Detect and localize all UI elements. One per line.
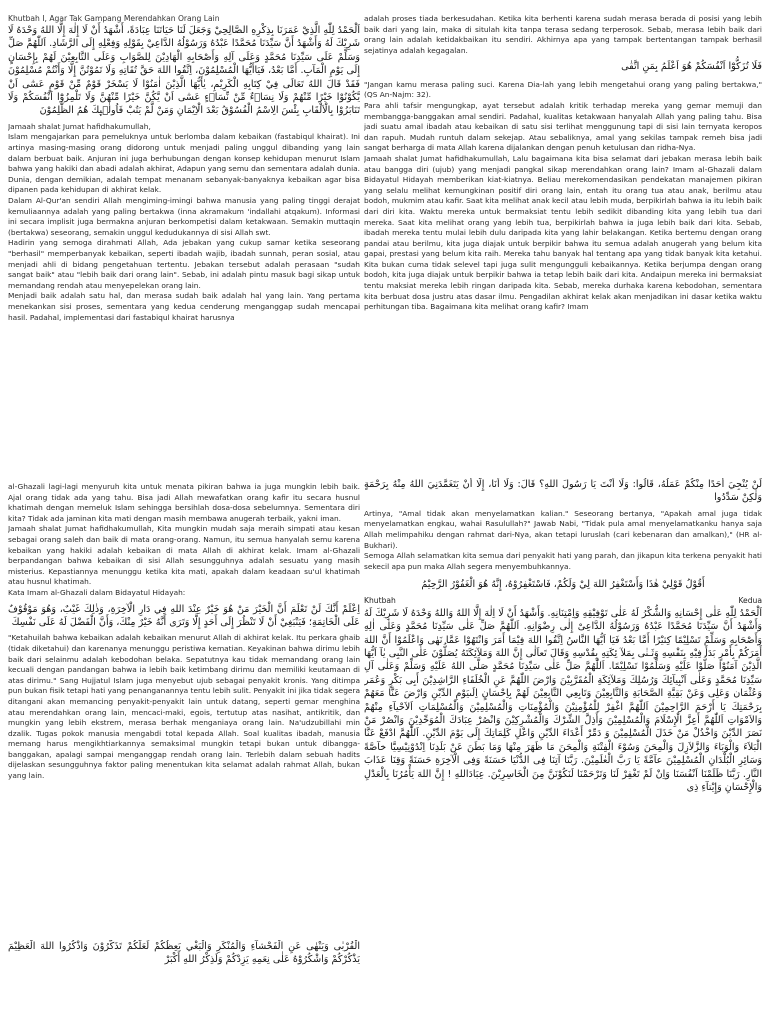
- page-5-column: [8, 940, 360, 1010]
- paragraph: Hadirin yang semoga dirahmati Allah, Ada jebakan yang cukup samar ketika seseorang "berhasil" memperbanyak kebaikan, seperti ibadah wajib, ibadah sunnah, peran sosial, atau menjadi ahli di bidang pengetahuan tertentu. Jebakan tersebut adalah perasaan "sudah sangat baik" atau "lebih baik dari orang lain". Sebab, ini adalah pintu masuk bagi sikap untuk memandang rendah atau menyepelekan orang lain.: [8, 238, 360, 290]
- arabic-opening-text: اَلْحَمْدُ لِلّٰهِ الَّذِيْ عَمَرَنَا بِذِكْرِهِ الصَّالِحِيْ وَجَعَلَ لَنَا حَيَاتَنَا عِبَادَةً، أَشْهَدُ أَنْ لَا إِلٰهَ إِلَّا اللهُ وَحْدَهُ لَا شَرِيْكَ لَهُ وَأَشْهَدُ أَنَّ سَيِّدَنَا مُحَمَّدًا عَبْدُهُ وَرَسُوْلُهُ الدَّاعِيْ بِقَوْلِهِ وَفِعْلِهِ إِلَى الرَّشَادِ. اَللّٰهُمَّ صَلِّ وَسَلِّمْ عَلَى سَيِّدِنَا مُحَمَّدٍ وَعَلَى آلِهِ وَأَصْحَابِهِ الْهَادِيْنَ لِلصَّوَابِ وَعَلَى التَّابِعِيْنَ لَهُمْ بِإِحْسَانٍ إِلَى يَوْمِ الْمَآبِ. أَمَّا بَعْدُ، فَيَاأَيُّهَا الْمُسْلِمُوْنَ، اِتَّقُوا اللهَ حَقَّ تُقَاتِهِ وَلَا تَمُوْتُنَّ إِلَّا وَأَنْتُمْ مُسْلِمُوْنَ فَقَدْ قَالَ اللهُ تَعَالَى فِيْ كِتَابِهِ الْكَرِيْمِ، يٰأَيُّهَا الَّذِيْنَ اٰمَنُوْا لَا يَسْخَرْ قَوْمٌ مِّنْ قَوْمٍ عَسٰٓى اَنْ يَّكُوْنُوْا خَيْرًا مِّنْهُمْ وَلَا نِسَاۤءٌ مِّنْ نِّسَاۤءٍ عَسٰٓى اَنْ يَّكُنَّ خَيْرًا مِّنْهُنَّ وَلَا تَلْمِزُوْٓا اَنْفُسَكُمْ وَلَا تَنَابَزُوْا بِالْاَلْقَابِ بِئْسَ الِاسْمُ الْفُسُوْقُ بَعْدَ الْاِيْمَانِ وَمَنْ لَّمْ يَتُبْ فَاُولٰۤىِٕكَ هُمُ الظّٰلِمُوْنَ: [8, 25, 360, 117]
- paragraph: "Jangan kamu merasa paling suci. Karena Dia-lah yang lebih mengetahui orang yang paling bertakwa," (QS An-Najm: 32).: [364, 79, 762, 100]
- paragraph: Dalam Al-Qur'an sendiri Allah mengiming-imingi bahwa manusia yang paling tinggi derajat kemuliaannya adalah yang paling bertakwa (inna akramakum 'indallahi atqakum). Informasi ini secara implisit juga bermakna anjuran berkompetisi dalam ketakwaan. Semakin muttaqin (bertakwa) seseorang, semakin unggul kedudukannya di sisi Allah swt.: [8, 196, 360, 237]
- page-4-column: [364, 478, 762, 1008]
- arabic-second-khutbah-text: اَلْحَمْدُ لِلّٰهِ عَلٰى إِحْسَانِهِ وَالشُّكْرُ لَهُ عَلٰى تَوْفِيْقِهِ وَاِمْتِنَانِهِ. وَأَشْهَدُ أَنْ لَا اِلٰهَ إِلَّا اللهُ وَاللهُ وَحْدَهُ لَا شَرِيْكَ لَهُ وَأَشْهَدُ أَنَّ سَيِّدَنَا مُحَمَّدًا عَبْدُهُ وَرَسُوْلُهُ الدَّاعِىْ إِلٰى رِضْوَانِهِ. اَللّٰهُمَّ صَلِّ عَلٰى سَيِّدِنَا مُحَمَّدٍ وَعَلٰى اٰلِهِ وَأَصْحَابِهِ وَسَلِّمْ تَسْلِيْمًا كِثيْرًا أَمَّا بَعْدُ فَيَا اَيُّهَا النَّاسُ اِتَّقُوا اللهَ فِيْمَا أَمَرَ وَانْتَهُوْا عَمَّا نَهٰى وَاعْلَمُوْا أَنَّ اللهَ أَمَرَكُمْ بِأَمْرٍ بَدَأَ فِيْهِ بِنَفْسِهِ وَثَـنٰى بِمَلآ ئِكَتِهِ بِقُدْسِهِ وَقَالَ تَعاَلٰى إِنَّ اللهَ وَمَلآئِكَتَهُ يُصَلُّوْنَ عَلٰى النَّبِى يٰآ اَيُّهَا الَّذِيْنَ آمَنُوْا صَلُّوْا عَلَيْهِ وَسَلِّمُوْا تَسْلِيْمًا. اَللّٰهُمَّ صَلِّ عَلٰى سَيِّدِنَا مُحَمَّدٍ صَلَّى اللهُ عَلَيْهِ وَسَلِّمْ وَعَلٰى آلِ سَيِّدِنَا مُحَمَّدٍ وَعَلٰى اَنْبِيآئِكَ وَرُسُلِكَ وَمَلآئِكَةِ الْمُقَرَّبِيْنَ وَارْضَ اللّٰهُمَّ عَنِ الْخُلَفَاءِ الرَّاشِدِيْنَ أَبِى بَكْرٍ وَعُمَر وَعُثْمَان وَعَلِى وَعَنْ بَقِيَّةِ الصَّحَابَةِ وَالتَّابِعِيْنَ وَتَابِعِي التَّابِعِيْنَ لَهُمْ بِاِحْسَانٍ اِلَىيَوْمِ الدِّيْنِ وَارْضَ عَنَّا مَعَهُمْ بِرَحْمَتِكَ يَا أَرْحَمَ الرَّاحِمِيْنَ اَللّٰهُمَّ اغْفِرْ لِلْمُؤْمِنِيْنَ وَالْمُؤْمِنَاتِ وَالْمُسْلِمِيْنَ وَالْمُسْلِمَاتِ اَلاَحْيآءِ مِنْهُمْ وَالاَمْوَاتِ اَللّٰهُمَّ أَعِزَّ الْإِسْلَامَ وَالْمُسْلِمِيْنَ وَأَذِلَّ الشِّرْكَ وَالْمُشْرِكِيْنَ وَانْصُرْ عِبَادَكَ الْمُوَحِّدِيْنَ وَانْصُرْ مَنْ نَصَرَ الدِّيْنَ وَاخْذُلْ مَنْ خَذَلَ الْمُسْلِمِيْنَ وَ دَمِّرْ أَعْدَاءَ الدِّيْنِ وَاعْلِ كَلِمَاتِكَ إِلَى يَوْمَ الدِّيْنِ. اَللّٰهُمَّ ادْفَعْ عَنَّا الْبَلاَءَ وَالْوَبَاءَ وَالزَّلاَزِلَ وَالْمِحَنَ وَسُوْءَ الْفِتْنَةِ وَالْمِحَنَ مَا ظَهَرَ مِنْهَا وَمَا بَطَنَ عَنْ بَلَدِنَا اِنْدُوْنِيْسِيَّا خآصَّةً وَسَائِرِ الْبُلْدَانِ الْمُسْلِمِيْنَ عآمَّةً يَا رَبَّ الْعٰلَمِيْنَ. رَبَّنَا آتِنَا فِى الدُّنْيَا حَسَنَةً وَفِى الْآخِرَةِ حَسَنَةً وَقِنَا عَذَابَ النَّارِ. رَبَّنَا ظَلَمْنَا اَنْفُسَنَا وَاِنْ لَمْ تَغْفِرْ لَنَا وَتَرْحَمْنَا لَنَكُوْنَنَّ مِنَ الْخَاسِرِيْنَ. عِبَادَاللهِ ! إِنَّ اللهَ يَأْمُرُنَا بِالْعَدْلِ وَالْإِحْسَانِ وَإِيْتآءِ ذِى: [364, 607, 762, 794]
- paragraph: Kata Imam al-Ghazali dalam Bidayatul Hidayah:: [8, 587, 186, 597]
- paragraph: adalah proses tiada berkesudahan. Ketika kita berhenti karena sudah merasa berada di posisi yang lebih baik dari yang lain, maka di situlah kita tanpa terasa sedang terperosok. Sebab, merasa lebih baik dari orang lain adalah ketidakbaikan itu sendiri. Akhirnya apa yang tampak bertentangan tampak berhasil sejatinya adalah kegagalan.: [364, 14, 762, 55]
- paragraph: Jamaah shalat Jumat hafidhakumullah,: [8, 121, 151, 131]
- kedua-label: Kedua: [738, 595, 762, 605]
- paragraph: "Ketahuilah bahwa kebaikan adalah kebaikan menurut Allah di akhirat kelak. Itu perkara ghaib (tidak diketahui) dan karenanya menunggu peristiwa kematian. Keyakinan bahwa dirimu lebih baik dari selainmu adalah kebodohan belaka. Sepatutnya kau tidak memandang orang lain kecuali dengan pandangan bahwa ia lebih baik ketimbang dirimu dan memiliki keutamaan di atas dirimu." Sang Hujjatul Islam juga menyebut ujub sebagai penyakit kronis. Yang ditimpa pun bukan fisik tetapi hati yang penanganannya tentu lebih sulit. Penyakit ini jika tidak segera ditangani akan memancing penyakit-penyakit lain untuk datang, seperti gemar menghina atau merendahkan orang lain, mencaci-maki, egois, tertutup atas nasihat, antikritik, dan mungkin yang lebih ekstrem, merasa berhak menganiaya orang lain. Na'udzubillahi min dzalik. Tugas pokok manusia mengabdi total kepada Allah. Soal kualitas ibadah, manusia memang harus mengikhtiarkannya semaksimal mungkin tetapi bukan untuk dibangga-banggakan, apalagi sampai menganggap rendah orang lain. Terlebih dalam sebuah hadits dijelaskan sesungguhnya faktor paling menentukan kita selamat adalah rahmat Allah, bukan yang lain.: [8, 633, 360, 781]
- paragraph: Jamaah shalat Jumat hafidhakumullah, Lalu bagaimana kita bisa selamat dari jebakan merasa lebih baik atau bangga diri (ujub) yang menjadi pangkal sikap merendahkan orang lain? Imam al-Ghazali dalam Bidayatul Hidayah memberikan kiat-kiatnya. Beliau merekomendasikan pendekatan manajemen pikiran yang selalu melihat kemungkinan positif diri orang lain, entah itu orang tua atau anak, berilmu atau bodoh, mukmim atau kafir. Saat kita melihat anak kecil atau lebih muda, berpikirlah bahwa ia itu lebih baik dari diri kita. Waktu mereka untuk bermaksiat tentu lebih sedikit dibanding kita yang lebih tua dari mereka. Saat kita melihat orang yang lebih tua, berpikirlah bahwa ia juga lebih baik dari kita. Sebab, ibadah mereka tentu mulai lebih dulu daripada kita yang lahir belakangan. Ketika bertemu dengan orang pandai atau berilmu, kita juga diajak untuk berpikir bahwa itu semua adalah anugerah yang belum kita gapai, prestasi yang belum kita raih. Mereka tahu banyak hal tentang apa yang tidak banyak kita ketahui. Kita bukan cuma tidak selevel tapi juga sulit mengungguli kebaikannya. Ketika berjumpa dengan orang bodoh, kita juga diajak untuk berpikir bahwa ia tetap lebih baik dari kita. Andaipun mereka ini bermaksiat tentu maksiat mereka lebih ringan daripada kita. Sebab, mereka durhaka karena kebodohan, sementara kita berbuat dosa justru atas dasar ilmu. Pengadilan akhirat kelak akan menjadikan ini dasar ketika waktu perhitungan tiba. Bagaimana kita melihat orang kafir? Imam: [364, 153, 762, 312]
- arabic-verse-text: فَلَا تُزَكُّوْٓا اَنْفُسَكُمْ هُوَ اَعْلَمُ بِمَنِ اتَّقٰى: [621, 61, 762, 73]
- arabic-closing-text: أَقُوْلُ قَوْلِيْ هٰذَا وَأَسْتَغْفِرُ اللهَ لِيْ وَلَكُمْ، فَاسْتَغْفِرُوْهُ، إِنَّهُ هُوَ الْغَفُوْرُ الرَّحِيْمُ: [421, 579, 705, 591]
- khutbah-kedua-heading: [364, 596, 762, 606]
- paragraph: al-Ghazali lagi-lagi menyuruh kita untuk menata pikiran bahwa ia juga mungkin lebih baik. Ajal orang tidak ada yang tahu. Bisa jadi Allah mewafatkan orang kafir itu secara husnul khatimah dengan memeluk Islam sehingga bersihlah dosa-dosa sebelumnya. Sementara diri kita? Tidak ada jaminan kita mati dengan masih membawa anugerah terbaik, yakni iman.: [8, 482, 360, 523]
- paragraph: Jamaah shalat Jumat hafidhakumullah, Kita mungkin mudah saja meraih simpati atau kesan sebagai orang saleh dan baik di mata orang-orang. Namun, itu semua hanyalah semu karena kebaikan yang hakiki adalah kebaikan di mata Allah di akhirat kelak. Imam al-Ghazali berpandangan bahwa kebaikan di sisi Allah sesungguhnya adalah sesuatu yang masih misterius. Kepastiannya menunggu ketika kita mati, apakah dalam keadaan su'ul khatimah atau husnul khatimah.: [8, 524, 360, 587]
- paragraph: Artinya, "Amal tidak akan menyelamatkan kalian." Seseorang bertanya, "Apakah amal juga tidak menyelamatkan engkau, wahai Rasulullah?" Jawab Nabi, "Tidak pula amal menyelamatkanku hanya saja Allah melimpahiku dengan rahmat dari-Nya, akan tetapi luruslah (cari kebenaran dan amalkan)," (HR al-Bukhari).: [364, 508, 762, 550]
- khutbah-title: Khutbah I, Agar Tak Gampang Merendahkan Orang Lain: [8, 14, 220, 23]
- page-1-column: [8, 14, 360, 434]
- paragraph: Semoga Allah selamatkan kita semua dari penyakit hati yang parah, dan jikapun kita terkena penyakit hati sekecil apa pun maka Allah segera menyembuhkannya.: [364, 551, 762, 571]
- khutbah-label: Khutbah: [364, 595, 396, 605]
- paragraph: Menjadi baik adalah satu hal, dan merasa sudah baik adalah hal yang lain. Yang pertama menekankan sisi proses, sementara yang kedua cenderung menganggap sudah mencapai hasil. Padahal, implementasi dari fastabiqul khairat harusnya: [8, 291, 360, 322]
- arabic-ending-text: الْقُرْبٰى وَيَنْهٰى عَنِ الْفَحْشآءِ وَالْمُنْكَرِ وَالْبَغْي يَعِظُكُمْ لَعَلَّكُمْ تَذَكَّرُوْنَ وَاذْكُرُوا اللهَ الْعَظِيْمَ يَذْكُرْكُمْ وَاشْكُرُوْهُ عَلٰى نِعَمِهِ يَزِدْكُمْ وَلَذِكْرُ اللهِ أَكْبَرْ: [8, 941, 360, 966]
- paragraph: Islam mengajarkan para pemeluknya untuk berlomba dalam kebaikan (fastabiqul khairat). Ini artinya masing-masing orang didorong untuk menjadi paling unggul dibanding yang lain dalam berbuat baik. Anjuran ini juga berhubungan dengan konsep kehidupan menurut Islam bahwa yang hakiki dan abadi adalah akhirat, Adapun yang semu dan sementara adalah dunia. Dunia, dengan demikian, adalah tempat menanam sebanyak-banyaknya kebaikan agar bisa dipanen pada kehidupan di akhirat kelak.: [8, 132, 360, 195]
- arabic-quote-text: اِعْلَمْ أَنَّكَ لَنْ تَعْلَمَ أَنَّ الْخَيْرَ مَنْ هُوَ خَيْرٌ عِنْدَ اللهِ فِي دَارِ الْآخِرَةِ، وَذٰلِكَ غَيْبٌ، وَهُوَ مَوْقُوْفٌ عَلَى الْخَاتِمَةِ؛ فَيَنْبَغِيْ أَنْ لَا تَنْظُرَ إِلَى أَحَدٍ إِلَّا وَتَرَى أَنَّهُ خَيْرٌ مِنْكَ، وَأَنَّ الْفَضْلَ لَهُ عَلَى نَفْسِكَ: [8, 603, 360, 628]
- page-3-column: [8, 482, 360, 912]
- page-2-column: [364, 14, 762, 454]
- arabic-hadith-text: لَنْ يُنْجِيَ أَحَدًا مِنْكُمْ عَمَلُهُ، قَالُوا: وَلَا أَنْتَ يَا رَسُولَ اللهِ؟ قَالَ: وَلَا أَنَا، إِلَّا أَنْ يَتَغَمَّدَنِيَ اللهُ مِنْهُ بِرَحْمَةٍ وَلٰكِنْ سَدِّدُوا: [364, 479, 762, 504]
- paragraph: Para ahli tafsir mengungkap, ayat tersebut adalah kritik terhadap mereka yang gemar memuji dan membangga-banggakan amal sendiri. Padahal, kualitas ketakwaan hanyalah Allah yang paling tahu. Bisa jadi suatu amal ibadah atau kebaikan di satu sisi terlihat menggunung tapi di sisi lain ternyata keropos dan rapuh. Mudah runtuh dalam sekejap. Atau sebaliknya, amal yang sekilas tampak remeh bisa jadi sangat berharga di mata Allah karena dijalankan dengan penuh ketulusan dan ridha-Nya.: [364, 100, 762, 153]
